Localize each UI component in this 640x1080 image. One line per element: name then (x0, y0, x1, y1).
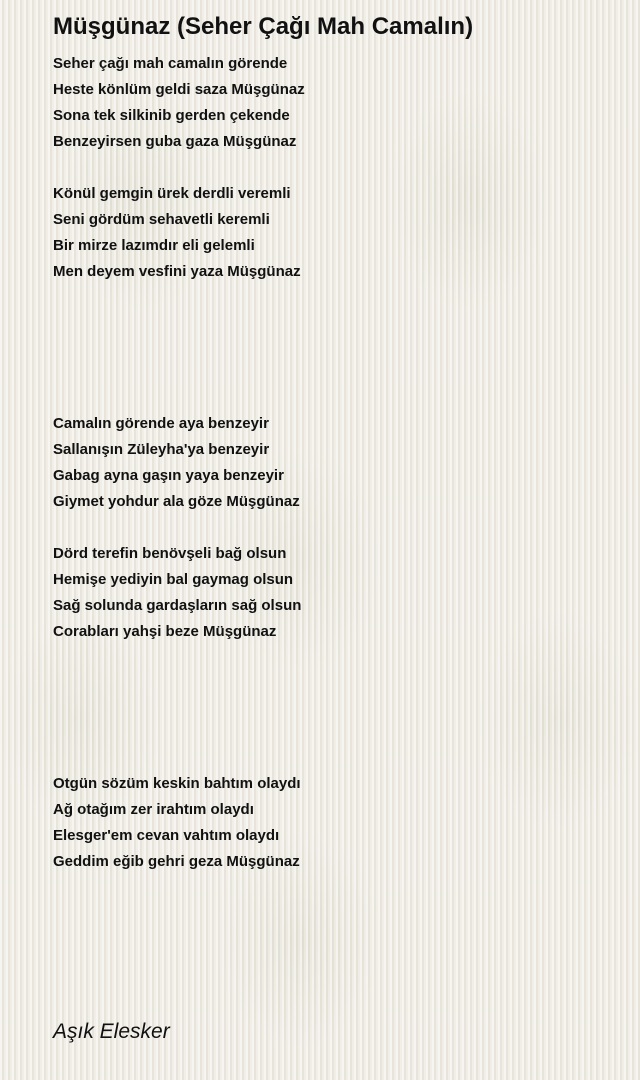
poem-line: Ağ otağım zer irahtım olaydı (53, 801, 254, 818)
poem-line: Bir mirze lazımdır eli gelemli (53, 237, 255, 254)
poem-line: Geddim eğib gehri geza Müşgünaz (53, 853, 300, 870)
poem-title: Müşgünaz (Seher Çağı Mah Camalın) (53, 13, 474, 40)
poem-line: Sallanışın Züleyha'ya benzeyir (53, 441, 270, 458)
poem-line: Camalın görende aya benzeyir (53, 415, 269, 432)
poem-line: Benzeyirsen guba gaza Müşgünaz (53, 133, 297, 150)
poem-line: Giymet yohdur ala göze Müşgünaz (53, 493, 300, 510)
poem-line: Corabları yahşi beze Müşgünaz (53, 623, 277, 640)
poem-line: Könül gemgin ürek derdli veremli (53, 185, 291, 202)
poem-line: Heste könlüm geldi saza Müşgünaz (53, 81, 305, 98)
poem-line: Seher çağı mah camalın görende (53, 55, 288, 72)
poem-line: Seni gördüm sehavetli keremli (53, 211, 270, 228)
poem-line: Sona tek silkinib gerden çekende (53, 107, 290, 124)
poem-line: Hemişe yediyin bal gaymag olsun (53, 571, 294, 588)
poem-line: Otgün sözüm keskin bahtım olaydı (53, 775, 301, 792)
poem-line: Elesger'em cevan vahtım olaydı (53, 827, 280, 844)
poem-line: Men deyem vesfini yaza Müşgünaz (53, 263, 301, 280)
poem-line: Gabag ayna gaşın yaya benzeyir (53, 467, 284, 484)
poem-line: Sağ solunda gardaşların sağ olsun (53, 597, 302, 614)
poem-author: Aşık Elesker (53, 1020, 170, 1043)
poem-line: Dörd terefin benövşeli bağ olsun (53, 545, 287, 562)
